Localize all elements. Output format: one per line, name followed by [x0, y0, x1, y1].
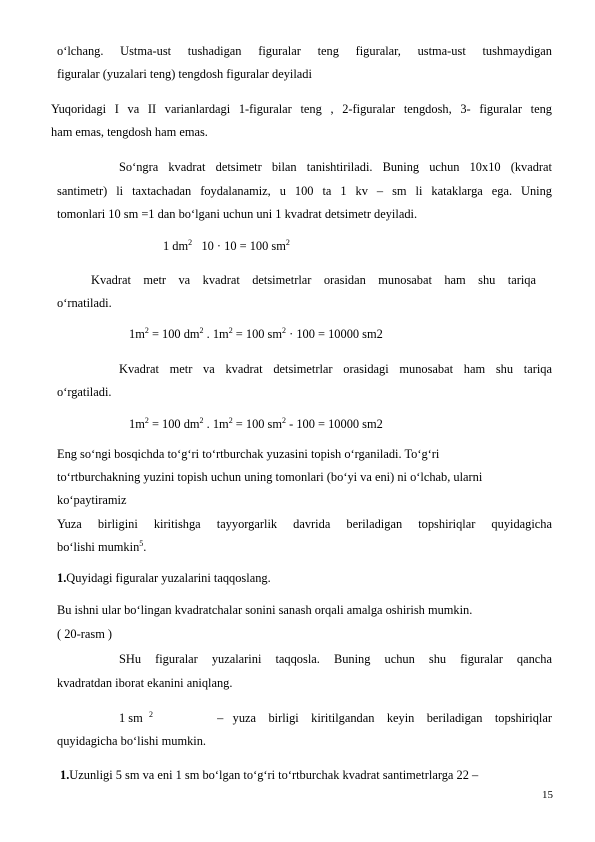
- formula-part: - 100 = 10000 sm2: [286, 417, 383, 431]
- text-line-13: to‘rtburchakning yuzini topish uchun uning tomonlari (bo‘yi va eni) ni o‘lchab, ularni: [57, 470, 483, 484]
- sup: 2: [199, 416, 204, 425]
- formula-part: . 1m: [203, 417, 229, 431]
- numbered-item-2: [60, 767, 556, 783]
- sup: 2: [144, 326, 149, 335]
- page-number: 15: [542, 789, 553, 801]
- footnote-ref: 5: [139, 539, 144, 548]
- text-part: 1 sm: [119, 711, 143, 725]
- formula-part: = 100 dm: [148, 327, 200, 341]
- text-line-10: Kvadrat metr va kvadrat detsimetrlar orasidagi munosabat ham shu tariqa: [119, 362, 552, 376]
- sup: 2: [144, 416, 149, 425]
- formula-part: 1m: [129, 327, 145, 341]
- item-number: 1.: [57, 571, 67, 585]
- formula-m1: [129, 326, 383, 342]
- text-line-1: o‘lchang. Ustma-ust tushadigan figuralar teng figuralar, ustma-ust tushmaydigan: [57, 44, 552, 58]
- text-line-19: SHu figuralar yuzalarini taqqosla. Buning uchun shu figuralar qancha: [119, 652, 552, 666]
- item-text: Quyidagi figuralar yuzalarini taqqoslang.: [66, 571, 271, 585]
- text-line-5: So‘ngra kvadrat detsimetr bilan tanishtiriladi. Buning uchun 10x10 (kvadrat: [119, 160, 552, 174]
- text-line-22: quyidagicha bo‘lishi mumkin.: [57, 734, 207, 748]
- text-line-21: [119, 710, 552, 726]
- text-line-11: o‘rgatiladi.: [57, 385, 112, 399]
- formula-part: 1m: [129, 417, 145, 431]
- sup: 2: [199, 326, 204, 335]
- formula-part: · 100 = 10000 sm2: [286, 327, 383, 341]
- sup: 2: [188, 238, 193, 247]
- text-line-20: kvadratdan iborat ekanini aniqlang.: [57, 676, 233, 690]
- text-line-15: Yuza birligini kiritishga tayyorgarlik davrida beriladigan topshiriqlar quyidagicha: [57, 517, 552, 531]
- sup: 2: [282, 416, 287, 425]
- text-part: – yuza birligi kiritilgandan keyin beriladigan topshiriqlar: [217, 711, 552, 725]
- sup: 2: [282, 326, 287, 335]
- formula-part: = 100 sm: [232, 417, 283, 431]
- formula-part: = 100 sm: [232, 327, 283, 341]
- formula-dm-b: 10 · 10 = 100 sm: [201, 239, 286, 253]
- text-line-7: tomonlari 10 sm =1 dan bo‘lgani uchun uni 1 kvadrat detsimetr deyiladi.: [57, 207, 418, 221]
- text-line-12: Eng so‘ngi bosqichda to‘g‘ri to‘rtburchak yuzasini topish o‘rganiladi. To‘g‘ri: [57, 447, 440, 461]
- text-line-16: [57, 539, 146, 555]
- text-part: bo‘lishi mumkin: [57, 540, 140, 554]
- text-line-6: santimetr) li taxtachadan foydalanamiz, u 100 ta 1 kv – sm li kataklarga ega. Uning: [57, 184, 552, 198]
- formula-dm-a: 1 dm: [163, 239, 189, 253]
- text-line-9: o‘rnatiladi.: [57, 296, 112, 310]
- formula-dm: [163, 238, 290, 254]
- sup: 2: [228, 326, 233, 335]
- text-line-18: ( 20-rasm ): [57, 627, 113, 641]
- formula-m2: [129, 416, 383, 432]
- text-part: .: [143, 540, 147, 554]
- text-line-3: Yuqoridagi I va II varianlardagi 1-figuralar teng , 2-figuralar tengdosh, 3- figuralar teng: [51, 102, 552, 116]
- text-line-17: Bu ishni ular bo‘lingan kvadratchalar sonini sanash orqali amalga oshirish mumkin.: [57, 603, 473, 617]
- text-part: [119, 710, 153, 726]
- sup: 2: [228, 416, 233, 425]
- item-text: Uzunligi 5 sm va eni 1 sm bo‘lgan to‘g‘ri to‘rtburchak kvadrat santimetrlarga 22 –: [69, 768, 479, 782]
- item-number: 1.: [60, 768, 70, 782]
- formula-part: = 100 dm: [148, 417, 200, 431]
- text-line-14: ko‘paytiramiz: [57, 493, 127, 507]
- text-line-4: ham emas, tengdosh ham emas.: [51, 125, 208, 139]
- sup: 2: [148, 710, 153, 719]
- text-line-8: Kvadrat metr va kvadrat detsimetrlar orasidan munosabat ham shu tariqa: [91, 273, 536, 287]
- sup: 2: [285, 238, 290, 247]
- text-line-2: figuralar (yuzalari teng) tengdosh figuralar deyiladi: [57, 67, 312, 81]
- numbered-item-1: [57, 570, 271, 586]
- formula-part: . 1m: [203, 327, 229, 341]
